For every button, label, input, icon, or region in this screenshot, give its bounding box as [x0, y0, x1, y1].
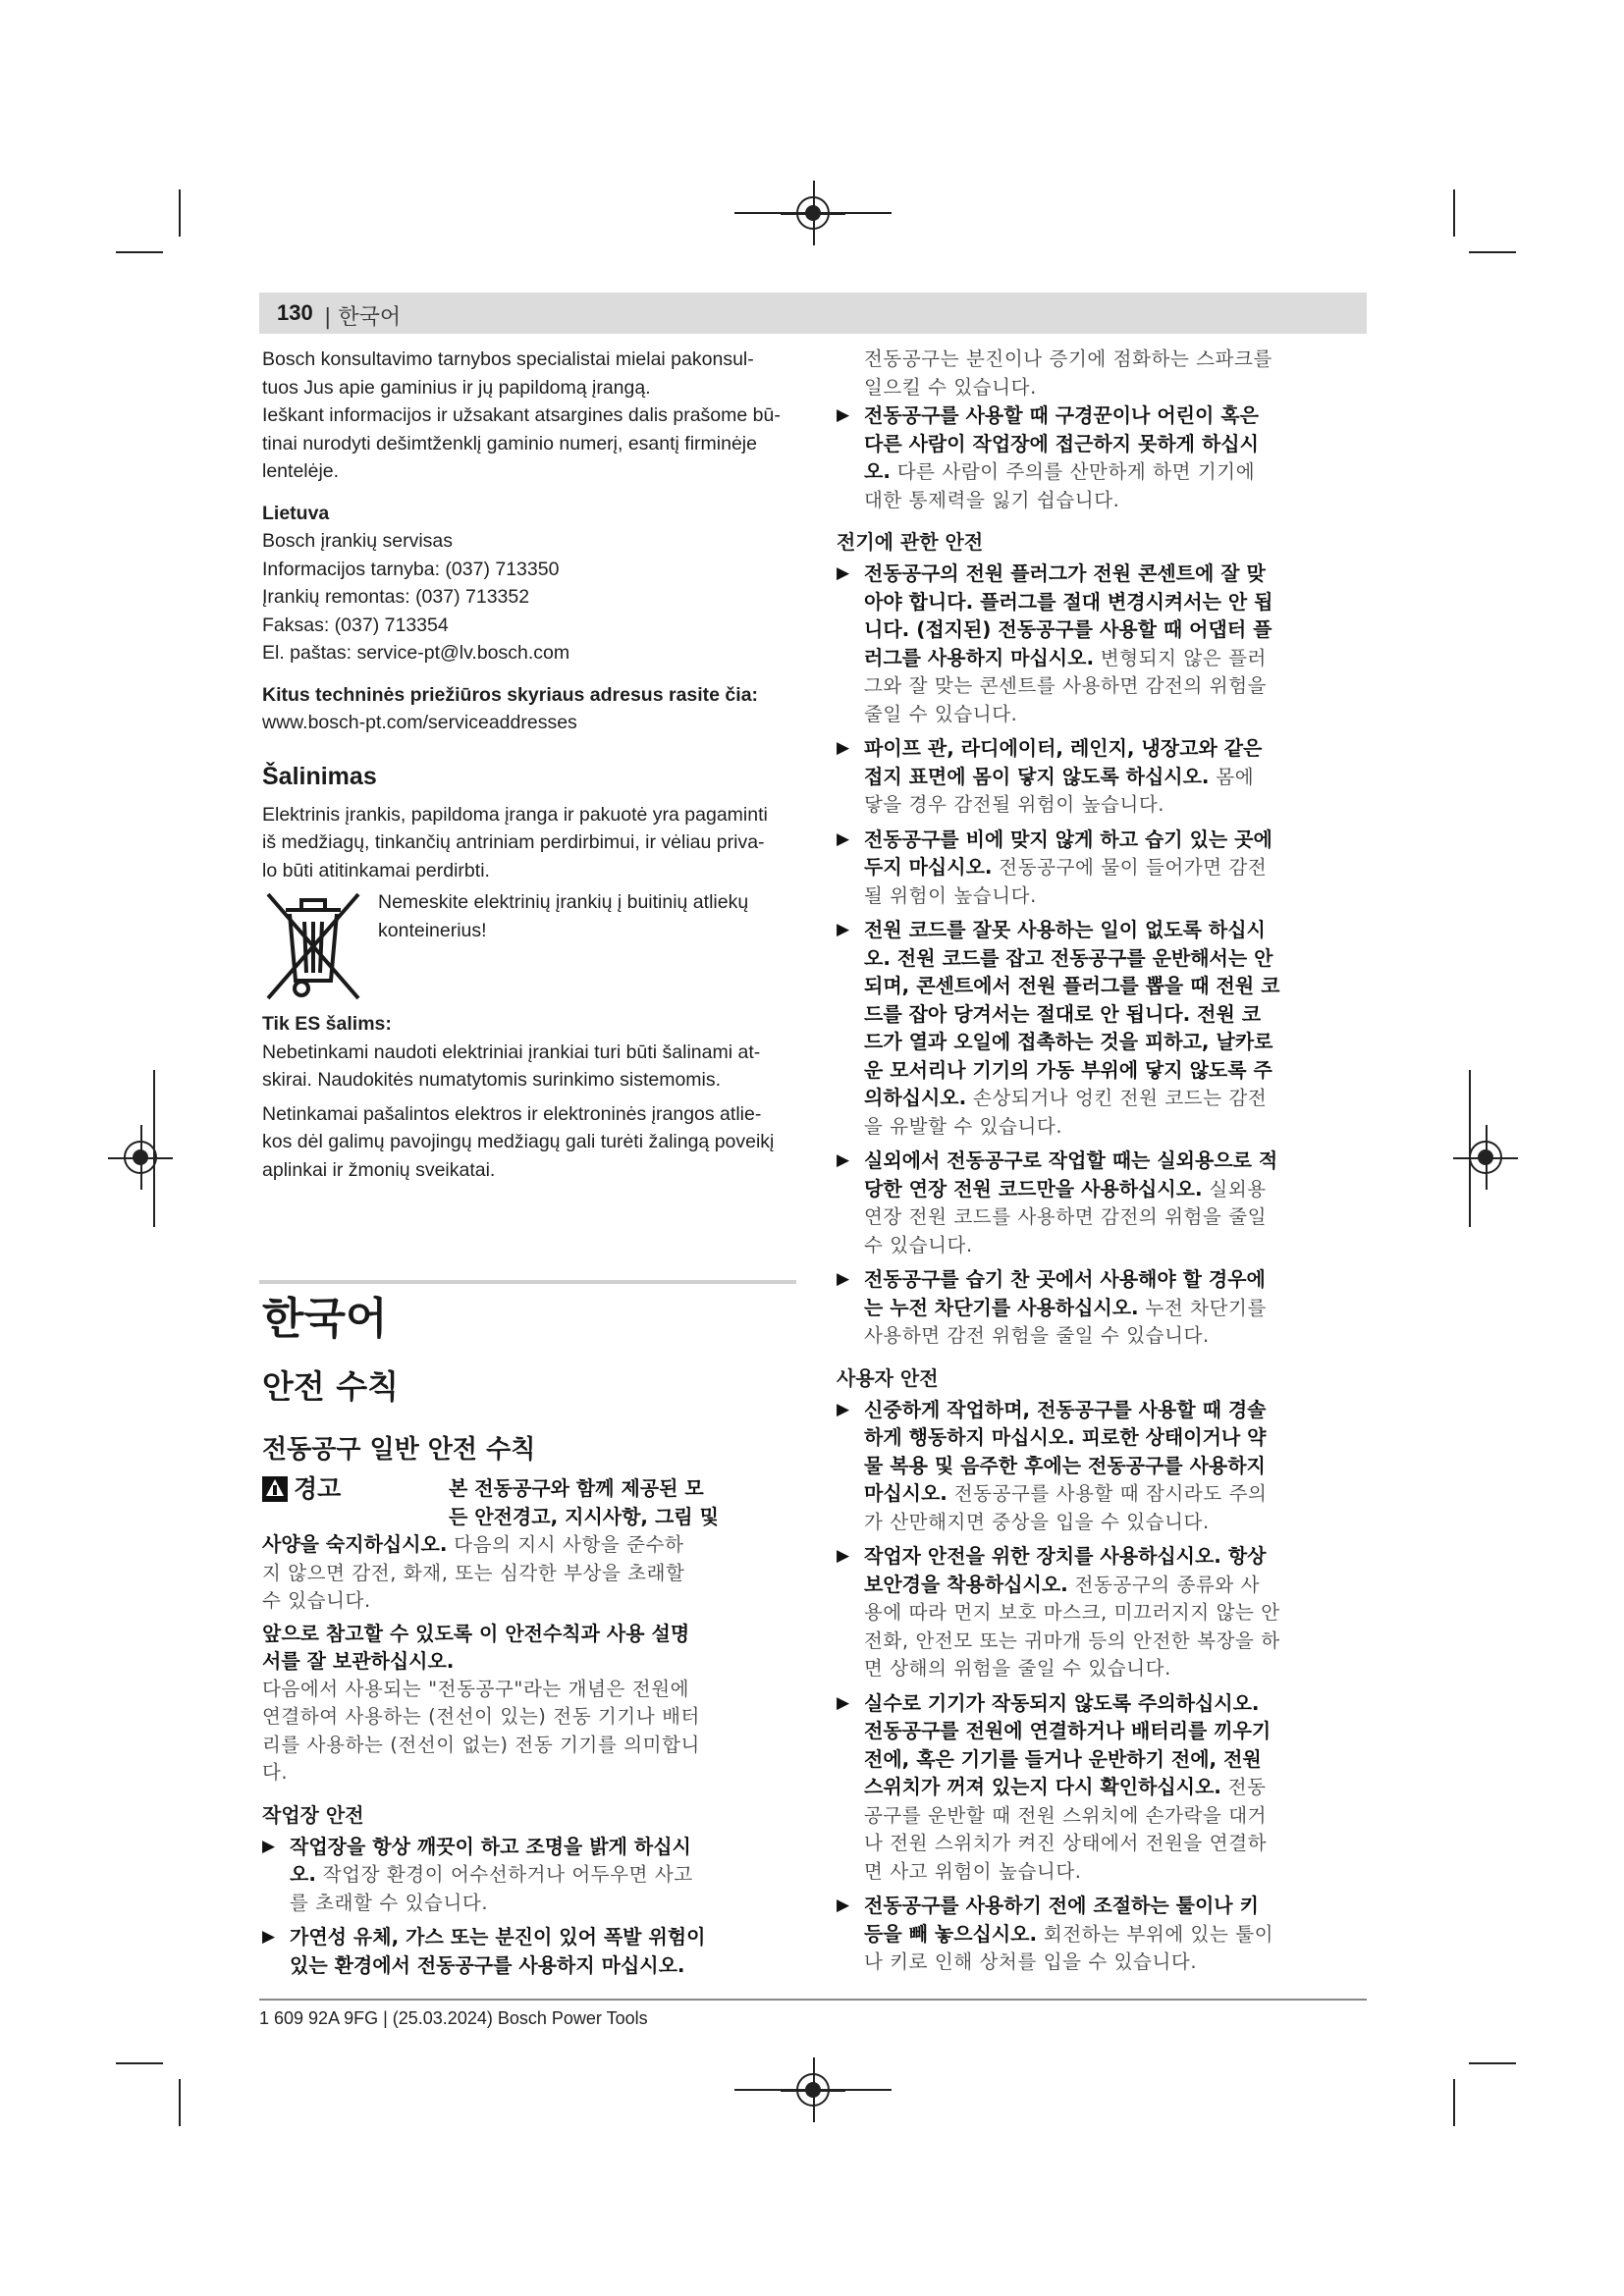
disposal-notice — [262, 888, 792, 1004]
list-item: ▶ 전동공구를 사용하기 전에 조절하는 툴이나 키 등을 빼 놓으십시오. 회전하는 부위에 있는 툴이 나 키로 인해 상처를 입을 수 있습니다. — [837, 1892, 1379, 1977]
triangle-right-icon: ▶ — [837, 405, 850, 425]
triangle-right-icon: ▶ — [262, 1836, 276, 1856]
language-title: 한국어 — [262, 1294, 388, 1344]
page-number: 130 — [277, 300, 313, 325]
triangle-right-icon: ▶ — [837, 920, 850, 939]
paragraph: tinai nurodyti dešimtženklį gaminio numerį, esantį firminėje — [262, 432, 757, 454]
registration-mark-icon — [1469, 1141, 1502, 1174]
triangle-right-icon: ▶ — [837, 1399, 850, 1419]
paragraph: Nebetinkami naudoti elektriniai įrankiai turi būti šalinami at- — [262, 1041, 761, 1063]
paragraph: Bosch konsultavimo tarnybos specialistai mielai pakonsul- — [262, 348, 754, 370]
definition: 연결하여 사용하는 (전선이 있는) 전동 기기나 배터 — [262, 1705, 700, 1728]
warning-text: 지 않으면 감전, 화재, 또는 심각한 부상을 초래할 — [262, 1561, 685, 1584]
warning-triangle-icon — [262, 1476, 288, 1502]
list-item: ▶ 작업장을 항상 깨끗이 하고 조명을 밝게 하십시 오. 작업장 환경이 어수선하거나 어두우면 사고 를 초래할 수 있습니다. — [262, 1833, 792, 1918]
continued-text: 전동공구는 분진이나 증기에 점화하는 스파크를 — [864, 347, 1272, 370]
safety-title: 안전 수칙 — [262, 1367, 400, 1406]
warning-text: 사양을 숙지하십시오. 다음의 지시 사항을 준수하 — [262, 1532, 684, 1556]
contact-line: Įrankių remontas: (037) 713352 — [262, 586, 530, 608]
definition: 리를 사용하는 (전선이 없는) 전동 기기를 의미합니 — [262, 1733, 700, 1756]
crop-mark — [1469, 2062, 1516, 2064]
footer-divider — [259, 1999, 1367, 2001]
triangle-right-icon: ▶ — [837, 1896, 850, 1915]
paragraph: Ieškant informacijos ir užsakant atsargines dalis prašome bū- — [262, 404, 781, 426]
triangle-right-icon: ▶ — [837, 828, 850, 849]
header-language: | 한국어 — [324, 305, 402, 330]
crop-mark — [1469, 251, 1516, 253]
warning-text: 수 있습니다. — [262, 1589, 371, 1612]
paragraph: lentelėje. — [262, 460, 340, 482]
list-item: ▶ 실외에서 전동공구로 작업할 때는 실외용으로 적 당한 연장 전원 코드만을 사용하십시오. 실외용 연장 전원 코드를 사용하면 감전의 위험을 줄일 수 있습니다. — [837, 1147, 1379, 1259]
general-safety-title: 전동공구 일반 안전 수칙 — [262, 1435, 536, 1465]
warning-text: 든 안전경고, 지시사항, 그림 및 — [449, 1504, 719, 1528]
triangle-right-icon: ▶ — [837, 563, 850, 583]
list-item: ▶ 전원 코드를 잘못 사용하는 일이 없도록 하십시 오. 전원 코드를 잡고 전동공구를 운반해서는 안 되며, 콘센트에서 전원 플러그를 뽑을 때 전원 코 드를 잡아 당겨서는 절대로 안 됩니다. 전원 코 드가 열과 오일에 접촉하는 것을 피하고, 날카로 운 모서리나 기기의 가동 부위에 닿지 않도록 주 의하십시오. 손상되거나 엉킨 전원 코드는 감전 을 유발할 수 있습니다. — [837, 916, 1379, 1141]
paragraph: Elektrinis įrankis, papildoma įranga ir pakuotė yra pagaminti — [262, 803, 768, 826]
eu-heading: Tik ES šalims: — [262, 1013, 392, 1035]
warning-text: 본 전동공구와 함께 제공된 모 — [449, 1476, 704, 1500]
definition: 다음에서 사용되는 "전동공구"라는 개념은 전원에 — [262, 1677, 690, 1700]
country-heading: Lietuva — [262, 502, 330, 524]
page-header-bar — [259, 293, 1367, 334]
list-item: ▶ 파이프 관, 라디에이터, 레인지, 냉장고와 같은 접지 표면에 몸이 닿지 않도록 하십시오. 몸에 닿을 경우 감전될 위험이 높습니다. — [837, 734, 1379, 820]
keep-instructions: 앞으로 참고할 수 있도록 이 안전수칙과 사용 설명 — [262, 1621, 690, 1645]
list-item: ▶ 실수로 기기가 작동되지 않도록 주의하십시오. 전동공구를 전원에 연결하거나 배터리를 끼우기 전에, 혹은 기기를 들거나 운반하기 전에, 전원 스위치가 꺼져 있는지 다시 확인하십시오. 전동 공구를 운반할 때 전원 스위치에 손가락을 대거 나 전원 스위치가 켜진 상태에서 전원을 연결하 면 사고 위험이 높습니다. — [837, 1689, 1379, 1887]
crop-mark — [116, 251, 163, 253]
disposal-heading: Šalinimas — [262, 762, 377, 790]
list-item: ▶ 신중하게 작업하며, 전동공구를 사용할 때 경솔 하게 행동하지 마십시오. 피로한 상태이거나 약 물 복용 및 음주한 후에는 전동공구를 사용하지 마십시오. 전동공구를 사용할 때 잠시라도 주의 가 산만해지면 중상을 입을 수 있습니다. — [837, 1396, 1379, 1537]
bin-warning: konteinerius! — [378, 919, 487, 941]
paragraph: tuos Jus apie gaminius ir jų papildomą įrangą. — [262, 376, 651, 399]
contact-line: Informacijos tarnyba: (037) 713350 — [262, 558, 560, 580]
paragraph: iš medžiagų, tinkančių antriniam perdirbimui, ir vėliau priva- — [262, 831, 765, 853]
paragraph: kos dėl galimų pavojingų medžiagų gali turėti žalingą poveikį — [262, 1131, 775, 1152]
registration-mark-icon — [796, 196, 830, 230]
service-heading: Kitus techninės priežiūros skyriaus adresus rasite čia: — [262, 683, 759, 706]
list-item: ▶ 전동공구를 사용할 때 구경꾼이나 어린이 혹은 다른 사람이 작업장에 접근하지 못하게 하십시 오. 다른 사람이 주의를 산만하게 하면 기기에 대한 통제력을 잃기 쉽습니다. — [837, 401, 1379, 514]
list-item: ▶ 전동공구를 습기 찬 곳에서 사용해야 할 경우에 는 누전 차단기를 사용하십시오. 누전 차단기를 사용하면 감전 위험을 줄일 수 있습니다. — [837, 1265, 1379, 1351]
crop-mark — [179, 189, 181, 237]
crop-mark — [1453, 189, 1455, 237]
keep-instructions: 서를 잘 보관하십시오. — [262, 1649, 455, 1673]
paragraph: Netinkamai pašalintos elektros ir elektroninės įrangos atlie- — [262, 1102, 762, 1125]
triangle-right-icon: ▶ — [262, 1927, 276, 1947]
warning-block — [262, 1474, 792, 1616]
crossed-bin-icon — [262, 888, 364, 1004]
list-item: ▶ 전동공구의 전원 플러그가 전원 콘센트에 잘 맞 아야 합니다. 플러그를 절대 변경시켜서는 안 됩 니다. (접지된) 전동공구를 사용할 때 어댑터 플 러그를 사용하지 마십시오. 변형되지 않은 플러 그와 잘 맞는 콘센트를 사용하면 감전의 위험을 줄일 수 있습니다. — [837, 560, 1379, 728]
definition: 다. — [262, 1761, 289, 1784]
section-divider — [259, 1280, 796, 1284]
right-column — [837, 346, 1379, 1983]
electrical-safety-heading: 전기에 관한 안전 — [837, 530, 984, 554]
korean-section — [262, 1290, 792, 1985]
paragraph: lo būti atitinkamai perdirbti. — [262, 859, 490, 881]
triangle-right-icon: ▶ — [837, 738, 850, 758]
warning-label: 경고 — [262, 1474, 449, 1504]
list-item: ▶ 작업자 안전을 위한 장치를 사용하십시오. 항상 보안경을 착용하십시오. 전동공구의 종류와 사 용에 따라 먼지 보호 마스크, 미끄러지지 않는 안 전화, 안전모 또는 귀마개 등의 안전한 복장을 하 면 상해의 위험을 줄일 수 있습니다. — [837, 1542, 1379, 1683]
crop-mark — [1453, 2079, 1455, 2126]
registration-mark-icon — [124, 1141, 157, 1174]
crop-mark — [116, 2062, 163, 2064]
work-area-heading: 작업장 안전 — [262, 1802, 364, 1827]
triangle-right-icon: ▶ — [837, 1546, 850, 1566]
contact-line: Bosch įrankių servisas — [262, 530, 453, 552]
continued-text: 일으킬 수 있습니다. — [864, 375, 1037, 399]
list-item: ▶ 가연성 유체, 가스 또는 분진이 있어 폭발 위험이 있는 환경에서 전동공구를 사용하지 마십시오. — [262, 1923, 792, 1979]
crop-mark — [179, 2079, 181, 2126]
paragraph: skirai. Naudokitės numatytomis surinkimo sistemomis. — [262, 1069, 722, 1091]
personal-safety-heading: 사용자 안전 — [837, 1365, 939, 1390]
service-url[interactable]: www.bosch-pt.com/serviceaddresses — [262, 712, 577, 733]
bin-warning: Nemeskite elektrinių įrankių į buitinių atliekų — [378, 891, 749, 913]
triangle-right-icon: ▶ — [837, 1150, 850, 1170]
left-column — [262, 346, 792, 1184]
footer-text: 1 609 92A 9FG | (25.03.2024) Bosch Power Tools — [259, 2008, 648, 2028]
registration-mark-icon — [796, 2073, 830, 2107]
triangle-right-icon: ▶ — [837, 1692, 850, 1713]
list-item: ▶ 전동공구를 비에 맞지 않게 하고 습기 있는 곳에 두지 마십시오. 전동공구에 물이 들어가면 감전 될 위험이 높습니다. — [837, 826, 1379, 911]
triangle-right-icon: ▶ — [837, 1269, 850, 1289]
paragraph: aplinkai ir žmonių sveikatai. — [262, 1158, 496, 1181]
contact-line: El. paštas: service-pt@lv.bosch.com — [262, 642, 570, 664]
contact-line: Faksas: (037) 713354 — [262, 614, 449, 636]
